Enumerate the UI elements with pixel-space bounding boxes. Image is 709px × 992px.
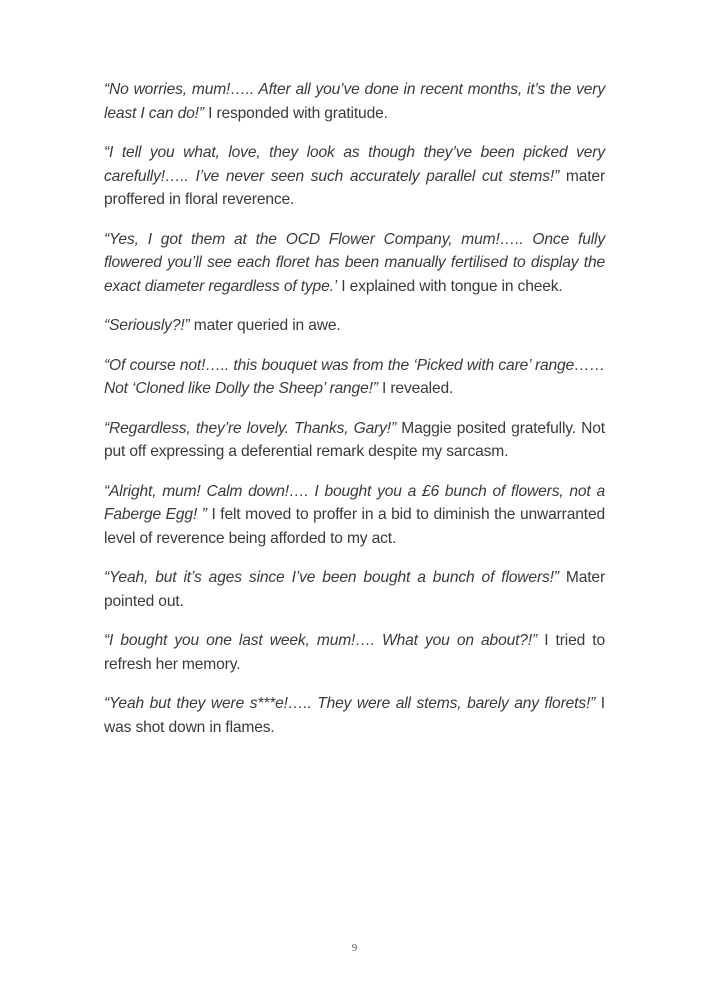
paragraph-10 — [104, 692, 605, 739]
paragraph-4 — [104, 314, 605, 338]
page-number: 9 — [351, 942, 358, 954]
dialogue-text: “Alright, mum! Calm down!…. I bought you a £6 bunch of flowers, not a Faberge Egg! ” — [104, 482, 605, 523]
dialogue-text: “Yes, I got them at the OCD Flower Company, mum!….. Once fully flowered you’ll see each floret has been manually fertilised to display the exact diameter regardless of type.’ — [104, 230, 605, 295]
narration-text: I revealed. — [377, 380, 454, 397]
narration-text: mater queried in awe. — [189, 317, 341, 334]
paragraph-6 — [104, 417, 605, 464]
paragraph-3 — [104, 228, 605, 299]
dialogue-text: “No worries, mum!….. After all you’ve done in recent months, it’s the very least I can do!” — [104, 81, 605, 122]
dialogue-text: “Of course not!….. this bouquet was from the ‘Picked with care’ range…… Not ‘Cloned like Dolly the Sheep’ range!” — [104, 356, 605, 397]
narration-text: I felt moved to proffer in a bid to diminish the unwarranted level of reverence being afforded to my act. — [104, 506, 605, 547]
narration-text: Mater pointed out. — [104, 569, 605, 610]
narration-text: Maggie posited gratefully. Not put off expressing a deferential remark despite my sarcasm. — [104, 419, 605, 460]
dialogue-text: “I tell you what, love, they look as though they’ve been picked very carefully!….. I’ve never seen such accurately parallel cut stems!” — [104, 144, 605, 185]
paragraph-9 — [104, 629, 605, 676]
narration-text: mater proffered in floral reverence. — [104, 167, 605, 208]
narration-text: I responded with gratitude. — [203, 104, 388, 122]
dialogue-text: “I bought you one last week, mum!…. What you on about?!” — [104, 632, 538, 649]
paragraph-5 — [104, 354, 605, 401]
narration-text: I explained with tongue in cheek. — [337, 277, 563, 295]
paragraph-1 — [104, 78, 605, 125]
paragraph-7 — [104, 480, 605, 551]
dialogue-text: “Regardless, they’re lovely. Thanks, Gary!” — [104, 419, 397, 437]
narration-text: I was shot down in flames. — [104, 695, 605, 736]
paragraph-2 — [104, 141, 605, 212]
page-body — [104, 78, 605, 755]
dialogue-text: “Seriously?!” — [104, 317, 190, 334]
narration-text: I tried to refresh her memory. — [104, 632, 605, 673]
paragraph-8 — [104, 566, 605, 613]
dialogue-text: “Yeah, but it’s ages since I’ve been bought a bunch of flowers!” — [104, 569, 559, 586]
dialogue-text: “Yeah but they were s***e!….. They were all stems, barely any florets!” — [104, 695, 596, 712]
